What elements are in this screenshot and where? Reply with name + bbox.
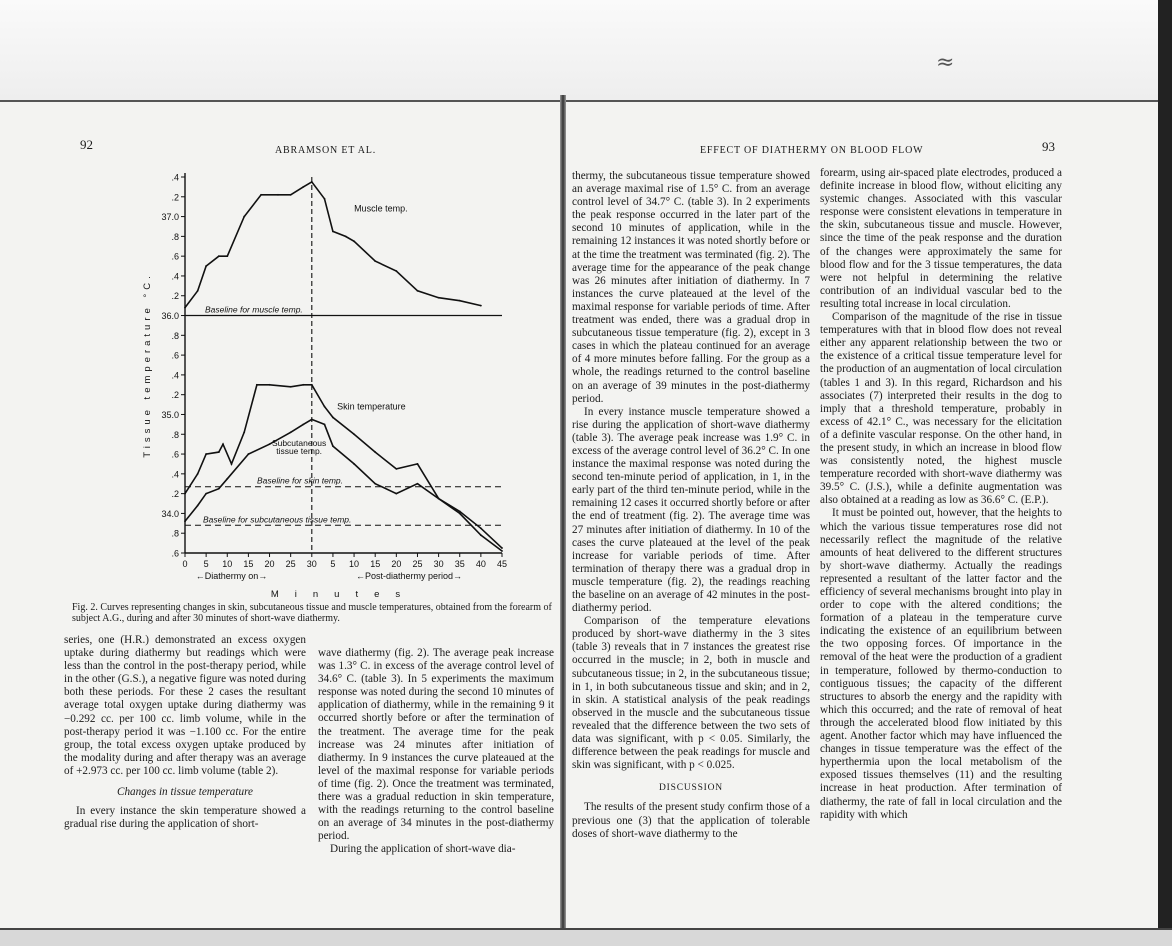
data-point [324,406,326,408]
y-tick-label: .2 [171,390,179,401]
paragraph: Comparison of the temperature elevations produced by short-wave diathermy in the 3 sites (table 3) reveals that in 7 instances the greatest rise occurred in the muscle; in 2, both in muscle and subcutaneous tissue; in 2, in the subcutaneous tissue; in 1, in both subcutaneous tissue and skin; and in 2, in skin. A statistical analysis of the peak readings observed in the muscle and the subcutaneous tissue revealed that the difference between the two sets of data was significant, with p < 0.05. Similarly, the difference between the peak readings for muscle and skin was significant, with p < 0.025. [572,615,810,772]
y-axis-label: Tissue temperature °C. [142,272,153,458]
x-tick-label: 15 [243,559,254,569]
x-tick-label: 0 [182,559,188,569]
data-point [269,443,271,445]
right-running-head: EFFECT OF DIATHERMY ON BLOOD FLOW [700,145,924,156]
data-point [374,260,376,262]
data-point [501,547,503,549]
y-tick-label: 34.0 [161,508,179,519]
x-tick-label: 30 [306,559,317,569]
data-point [417,463,419,465]
x-tick-label: 45 [496,559,508,569]
right-column-1 [572,170,810,841]
y-tick-label: .8 [171,429,179,440]
y-tick-label: .2 [171,192,179,203]
y-tick-label: 36.0 [161,311,179,322]
x-segment-label: ←Post-diathermy period→ [355,571,463,581]
data-point [302,384,304,386]
right-page-number: 93 [1042,139,1055,154]
y-tick-label: .8 [171,231,179,242]
data-point [311,384,313,386]
data-point [184,520,186,522]
pen-mark: ≈ [936,50,955,75]
data-point [332,231,334,233]
y-tick-label: 35.0 [161,409,179,420]
section-heading: Changes in tissue temperature [117,786,253,799]
paragraph: It must be pointed out, however, that the heights to which the various tissue temperatures rose did not necessarily reflect the magnitude of the relative amounts of heat delivered to the different structures by short-wave diathermy. Actually the readings represented a resultant of the latter factor and the efficiency of several mechanisms brought into play in order to cope with the altered conditions; the formation of a plateau in the temperature curve indicating the existence of an equilibrium between the two opposing forces. Of importance in the removal of the heat were the production of a gradient in temperature, followed by thermo-conduction to contiguous tissues; the capacity of the different structures to absorb the energy and the rapidity with which this occurred; and the rate of removal of heat through the accelerated blood flow initiated by this agent. Another factor which may have influenced the changes in tissue temperature was the effect of the hyperthermia upon the local metabolism of the exposed tissues themselves (11) and the resulting increase in heat production. After termination of diathermy, the rate of fall in local circulation and the rapidity with which [820,507,1062,821]
y-tick-label: .4 [171,469,179,480]
paragraph: wave diathermy (fig. 2). The average peak increase was 1.3° C. in excess of the average control level of 34.6° C. (table 3). In 5 experiments the maximum response was noted during the second 10 minutes of application of diathermy, while in the remaining 9 it occurred shortly before or after the termination of the treatment. The average time for the peak increase was 24 minutes after initiation of diathermy. In 9 instances the curve plateaued at the level of the maximal response for variable periods of time (fig. 2). Once the treatment was terminated, there was a gradual reduction in skin temperature, with the readings returning to the control baseline on an average of 34 minutes in the post-diathermy period. [318,647,554,843]
data-point [417,483,419,485]
data-point [395,270,397,272]
x-tick-label: 40 [475,559,486,569]
right-column-2 [820,167,1062,822]
data-point [459,300,461,302]
y-tick-label: .4 [171,370,179,381]
x-tick-label: 25 [412,559,423,569]
data-point [395,468,397,470]
y-tick-label: .2 [171,489,179,500]
series-line [185,419,502,551]
data-point [501,550,503,552]
data-point [374,483,376,485]
x-tick-label: 10 [222,559,233,569]
left-column-2 [318,647,554,857]
data-point [459,513,461,515]
series-label: Skin temperature [337,401,406,412]
x-tick-label: 5 [203,559,209,569]
paragraph: Comparison of the magnitude of the rise in tissue temperatures with that in blood flow does not reveal either any apparent relationship between the two or the existence of a critical tissue temperature level for the production of an augmentation of local circulation (tables 1 and 3). In this regard, Richardson and his associates (7) interpreted their results in the dog to imply that a threshold temperature, probably in excess of 42.1° C., was necessary for the elicitation of a definite vascular response. On the other hand, in the present study, in which an increase in blood flow was consistently noted, the highest muscle temperature recorded with short-wave diathermy was 39.5° C. (J.S.), while a definite augmentation was also obtained at a reading as low as 36.6° C. (E.P.). [820,311,1062,507]
left-page-number: 92 [80,137,93,152]
data-point [353,433,355,435]
data-point [480,527,482,529]
x-tick-label: 35 [454,559,465,569]
data-point [332,417,334,419]
y-tick-label: 37.0 [161,212,179,223]
data-point [260,194,262,196]
data-point [205,453,207,455]
data-point [226,255,228,257]
data-point [218,488,220,490]
book-gutter [560,95,566,935]
data-point [345,235,347,237]
y-tick-label: .8 [171,330,179,341]
y-tick-label: .8 [171,528,179,539]
scan-right-edge [1158,0,1172,946]
baseline-label: Baseline for muscle temp. [205,304,303,315]
data-point [243,431,245,433]
data-point [197,290,199,292]
figure-caption: Fig. 2. Curves representing changes in skin, subcutaneous tissue and muscle temperatures, obtained from the forearm of subject A.G., during and after 30 minutes of short-wave diathermy. [72,602,552,624]
x-axis-label: Minutes [270,589,417,600]
section-heading: DISCUSSION [659,783,723,794]
series-line [185,182,481,308]
data-point [324,423,326,425]
data-point [269,384,271,386]
series-label: Subcutaneous [271,438,327,449]
data-point [222,443,224,445]
y-tick-label: .4 [171,172,179,183]
paragraph: series, one (H.R.) demonstrated an excess oxygen uptake during diathermy but readings which were less than the control in the post-therapy period, while in the other (G.S.), a negative figure was noted during both these periods. For these 2 cases the resultant average total oxygen uptake during diathermy was −0.292 cc. per 100 cc. limb volume, while in the post-therapy period it was −1.100 cc. For the entire group, the total excess oxygen uptake produced by the modality during and after therapy was an average of +2.973 cc. per 100 cc. limb volume (table 2). [64,634,306,777]
baseline-label: Baseline for subcutaneous tissue temp. [203,514,352,525]
x-tick-label: 5 [330,559,336,569]
data-point [184,307,186,309]
data-point [395,493,397,495]
paragraph: In every instance the skin temperature showed a gradual rise during the application of short- [64,805,306,831]
data-point [205,493,207,495]
paragraph: forearm, using air-spaced plate electrodes, produced a definite increase in blood flow, without eliciting any systemic changes. Associated with this vascular response were consistent elevations in temperature in the skin, subcutaneous tissue and muscle. However, since the time of the peak response and the duration of the changes were approximately the same for blood flow and for the 3 tissue temperatures, the data were not helpful in determining the relative contribution of an individual vascular bed to the resulting total increase in local circulation. [820,167,1062,310]
scan-bottom-margin [0,928,1172,946]
data-point [438,498,440,500]
y-tick-label: .6 [171,251,179,262]
data-point [480,534,482,536]
data-point [302,186,304,188]
data-point [438,297,440,299]
x-tick-label: 20 [264,559,275,569]
data-point [311,419,313,421]
x-tick-label: 20 [391,559,402,569]
data-point [226,478,228,480]
data-point [218,255,220,257]
x-tick-label: 25 [285,559,296,569]
y-tick-label: .2 [171,291,179,302]
data-point [231,463,233,465]
data-point [302,423,304,425]
y-tick-label: .6 [171,548,179,559]
data-point [197,505,199,507]
paragraph: thermy, the subcutaneous tissue temperature showed an average maximal rise of 1.5° C. from an average control level of 34.7° C. (table 3). In 2 experiments the peak response occurred in the later part of the second 10 minutes of application, while in the remaining 12 instances it was noted shortly before or at the time the treatment was terminated (fig. 2). The average time for the appearance of the peak change was 26 minutes after initiation of diathermy. In 7 instances the curve plateaued at the level of the maximal response for variable periods of time. After treatment was ended, there was a gradual drop in subcutaneous tissue temperature (fig. 2), except in 3 cases in which the plateau continued for an average of 4 more minutes before falling. For the group as a whole, the readings returned to the control baseline on an average of 39 minutes in the post-diathermy period. [572,170,810,405]
scan-top-margin [0,0,1172,102]
data-point [205,265,207,267]
x-tick-label: 15 [370,559,381,569]
x-tick-label: 10 [349,559,360,569]
paragraph: During the application of short-wave dia- [330,843,516,856]
y-tick-label: .6 [171,449,179,460]
data-point [417,290,419,292]
y-tick-label: .6 [171,350,179,361]
baseline-label: Baseline for skin temp. [257,475,343,486]
x-tick-label: 30 [433,559,444,569]
data-point [248,453,250,455]
data-point [197,473,199,475]
data-point [290,194,292,196]
data-point [277,194,279,196]
figure-2-chart [140,165,520,605]
y-tick-label: .4 [171,271,179,282]
data-point [243,216,245,218]
data-point [290,431,292,433]
left-column-1 [64,634,306,831]
data-point [311,181,313,183]
data-point [374,451,376,453]
data-point [480,305,482,307]
data-point [324,198,326,200]
series-label: Muscle temp. [354,203,408,214]
paragraph: In every instance muscle temperature showed a rise during the application of short-wave diathermy (table 3). The average peak increase was 1.9° C. in excess of the average control level of 36.2° C. In one instance the maximal response was noted during the second ten-minute period of application, in 1, in the early part of the third ten-minute period, while in the remaining 12 cases it occurred shortly before or after the end of treatment (fig. 2). The average time was 27 minutes after initiation of diathermy. In 10 of the cases the curve plateaued at the level of the peak increase for variable periods of time. After termination of therapy there was a gradual drop in muscle temperature (fig. 2), the readings reaching the baseline on an average of 42 minutes in the post-diathermy period. [572,405,810,615]
paragraph: The results of the present study confirm those of a previous one (3) that the application of tolerable doses of short-wave diathermy to the [572,801,810,840]
data-point [353,463,355,465]
data-point [290,386,292,388]
x-segment-label: ←Diathermy on→ [195,571,268,581]
data-point [218,451,220,453]
data-point [353,240,355,242]
data-point [184,493,186,495]
series-label: tissue temp. [276,446,323,457]
left-running-head: ABRAMSON ET AL. [275,145,376,156]
data-point [256,384,258,386]
data-point [332,445,334,447]
